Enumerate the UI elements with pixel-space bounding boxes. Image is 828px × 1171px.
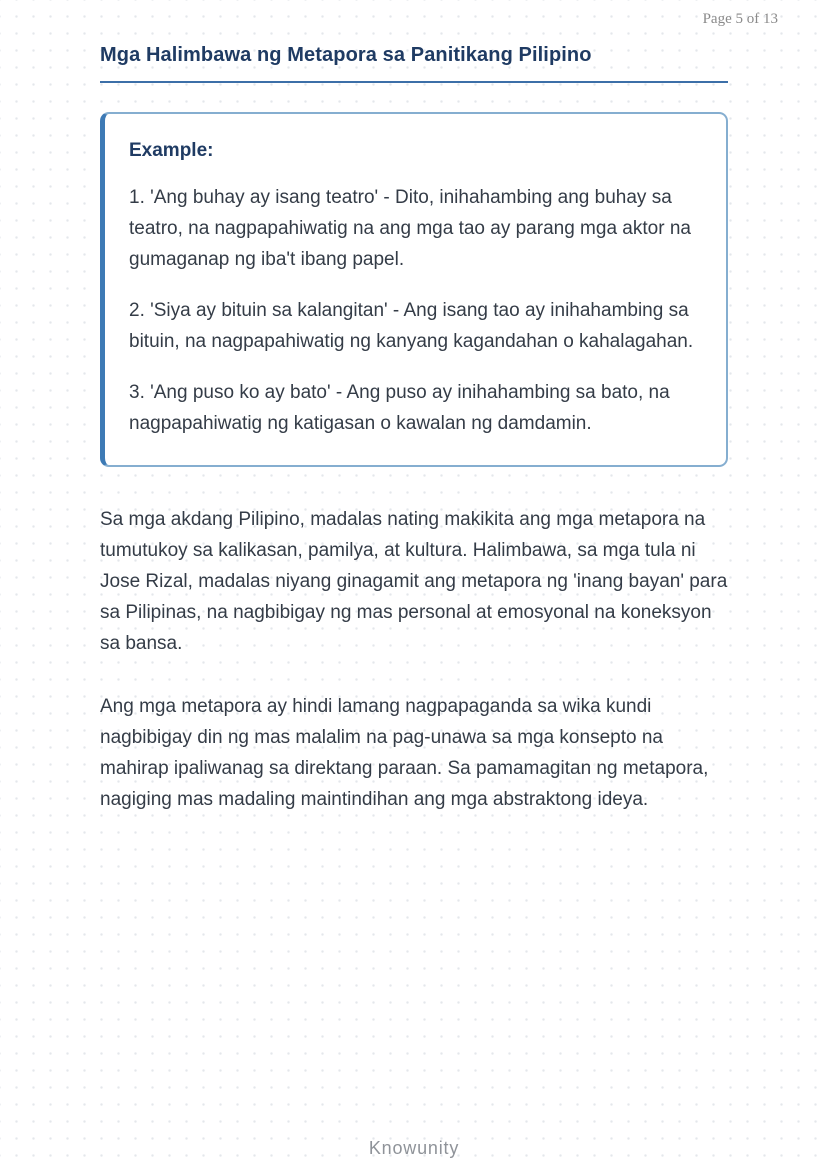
example-box-label: Example:: [129, 140, 214, 161]
page-content: [100, 44, 728, 815]
page-title: Mga Halimbawa ng Metapora sa Panitikang Pilipino: [100, 44, 728, 83]
example-box: [100, 112, 728, 467]
body-paragraph-1: Sa mga akdang Pilipino, madalas nating makikita ang mga metapora na tumutukoy sa kalikasan, pamilya, at kultura. Halimbawa, sa mga tula ni Jose Rizal, madalas niyang ginagamit ang metapora ng 'inang bayan' para sa Pilipinas, na nagbibigay ng mas personal at emosyonal na koneksyon sa bansa.: [100, 509, 728, 654]
example-item-2: 2. 'Siya ay bituin sa kalangitan' - Ang isang tao ay inihahambing sa bituin, na nagpapahiwatig ng kanyang kagandahan o kahalagahan.: [129, 300, 694, 352]
example-item-1: 1. 'Ang buhay ay isang teatro' - Dito, inihahambing ang buhay sa teatro, na nagpapahiwatig na ang mga tao ay parang mga aktor na gumaganap ng iba't ibang papel.: [129, 187, 691, 270]
example-item-3: 3. 'Ang puso ko ay bato' - Ang puso ay inihahambing sa bato, na nagpapahiwatig ng katigasan o kawalan ng damdamin.: [129, 382, 670, 434]
body-paragraph-2: Ang mga metapora ay hindi lamang nagpapaganda sa wika kundi nagbibigay din ng mas malalim na pag-unawa sa mga konsepto na mahirap ipaliwanag sa direktang paraan. Sa pamamagitan ng metapora, nagiging mas madaling maintindihan ang mga abstraktong ideya.: [100, 696, 709, 810]
brand-wordmark: Knowunity: [368, 1138, 460, 1158]
page-number-indicator: Page 5 of 13: [702, 11, 778, 27]
page-footer: [0, 1138, 828, 1159]
